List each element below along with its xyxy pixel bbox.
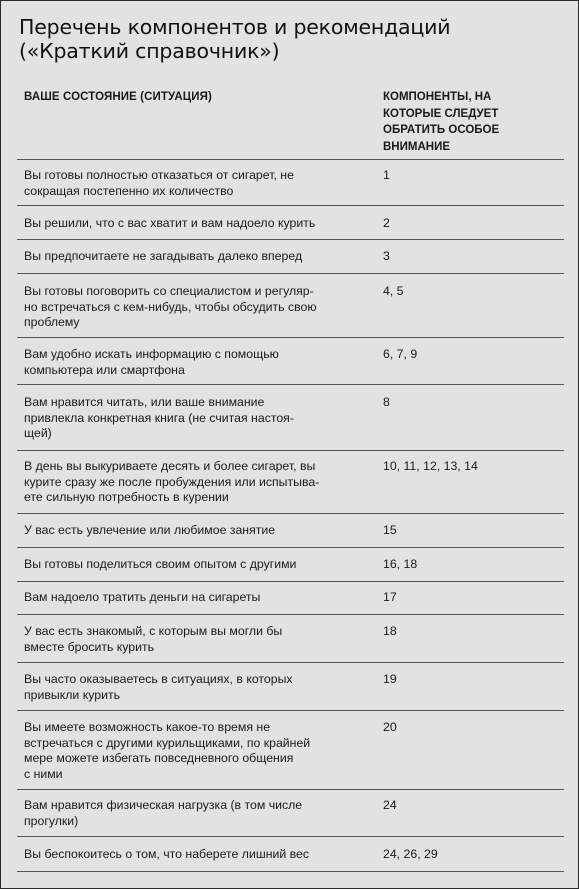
page-title-line-1: Перечень компонентов и рекомендаций bbox=[19, 15, 451, 39]
table-row-components: 1 bbox=[383, 168, 390, 182]
table-row-components: 3 bbox=[383, 249, 390, 263]
table-row-components: 10, 11, 12, 13, 14 bbox=[383, 459, 478, 473]
situation-line: курите сразу же после пробуждения или испытыва- bbox=[24, 474, 320, 489]
situation-line: Вы предпочитаете не загадывать далеко вперед bbox=[24, 249, 303, 263]
table-row-components: 8 bbox=[383, 395, 390, 409]
situation-line: Вам нравится читать, или ваше внимание bbox=[24, 395, 265, 409]
table-row-situation bbox=[24, 720, 374, 782]
situation-line: Вы готовы поговорить со специалистом и регуляр- bbox=[24, 284, 314, 298]
situation-line: Вы готовы поделиться своим опытом с другими bbox=[24, 557, 297, 571]
table-row-components: 18 bbox=[383, 624, 397, 638]
situation-line: встречаться с другими курильщиками, по крайней bbox=[24, 735, 311, 750]
table-row-situation bbox=[24, 347, 374, 378]
column-header-components-line: КОТОРЫЕ СЛЕДУЕТ bbox=[383, 107, 499, 120]
row-divider bbox=[17, 581, 564, 582]
page-title-line-2: («Краткий справочник») bbox=[19, 39, 280, 63]
table-row-components: 2 bbox=[383, 216, 390, 230]
situation-line: вместе бросить курить bbox=[24, 639, 155, 654]
table-row-components: 24 bbox=[383, 798, 397, 812]
table-row-components: 4, 5 bbox=[383, 284, 404, 298]
situation-line: компьютера или смартфона bbox=[24, 362, 185, 377]
column-header-components bbox=[383, 89, 563, 155]
situation-line: проблему bbox=[24, 315, 80, 330]
situation-line: ете сильную потребность в курении bbox=[24, 490, 229, 505]
situation-line: Вам нравится физическая нагрузка (в том числе bbox=[24, 798, 303, 812]
situation-line: Вам надоело тратить деньги на сигареты bbox=[24, 590, 261, 604]
table-row-situation bbox=[24, 249, 374, 265]
row-divider bbox=[17, 836, 564, 837]
table-row-components: 20 bbox=[383, 720, 397, 734]
table-row-situation bbox=[24, 459, 374, 506]
table-row-situation bbox=[24, 557, 374, 573]
situation-line: прогулки) bbox=[24, 813, 79, 828]
table-row-components: 16, 18 bbox=[383, 557, 418, 571]
situation-line: но встречаться с кем-нибудь, чтобы обсудить свою bbox=[24, 299, 317, 314]
row-divider bbox=[17, 871, 564, 872]
table-row-situation bbox=[24, 624, 374, 655]
situation-line: мере можете избегать повседневного общения bbox=[24, 751, 294, 766]
situation-line: привлекла конкретная книга (не считая настоя- bbox=[24, 410, 294, 425]
table-row-components: 17 bbox=[383, 590, 397, 604]
table-row-situation bbox=[24, 284, 374, 331]
row-divider bbox=[17, 384, 564, 385]
column-header-components-line: КОМПОНЕНТЫ, НА bbox=[383, 91, 492, 103]
table-row-components: 6, 7, 9 bbox=[383, 347, 418, 361]
table-row-situation bbox=[24, 168, 374, 199]
situation-line: Вы решили, что с вас хватит и вам надоело курить bbox=[24, 216, 316, 230]
row-divider bbox=[17, 273, 564, 274]
situation-line: В день вы выкуриваете десять и более сигарет, вы bbox=[24, 459, 316, 473]
situation-line: Вам удобно искать информацию с помощью bbox=[24, 347, 279, 361]
row-divider bbox=[17, 614, 564, 615]
row-divider bbox=[17, 337, 564, 338]
situation-line: привыкли курить bbox=[24, 687, 120, 702]
table-row-components: 15 bbox=[383, 523, 397, 537]
table-row-situation bbox=[24, 216, 374, 232]
column-header-components-line: ОБРАТИТЬ ОСОБОЕ bbox=[383, 124, 500, 136]
table-row-situation bbox=[24, 847, 374, 863]
situation-line: с ними bbox=[24, 766, 63, 781]
table-row-situation bbox=[24, 523, 374, 539]
row-divider bbox=[17, 710, 564, 711]
table-row-components: 24, 26, 29 bbox=[383, 847, 438, 861]
row-divider bbox=[17, 789, 564, 790]
row-divider bbox=[17, 513, 564, 514]
row-divider bbox=[17, 239, 564, 240]
table-row-situation bbox=[24, 395, 374, 442]
row-divider bbox=[17, 159, 564, 160]
column-header-situation: ВАШЕ СОСТОЯНИЕ (СИТУАЦИЯ) bbox=[24, 91, 212, 103]
row-divider bbox=[17, 450, 564, 451]
situation-line: Вы готовы полностью отказаться от сигарет, не bbox=[24, 168, 294, 182]
situation-line: Вы имеете возможность какое-то время не bbox=[24, 720, 271, 734]
situation-line: щей) bbox=[24, 426, 52, 441]
situation-line: У вас есть знакомый, с которым вы могли бы bbox=[24, 624, 283, 638]
column-header-components-line: ВНИМАНИЕ bbox=[383, 140, 451, 153]
row-divider bbox=[17, 547, 564, 548]
table-row-situation bbox=[24, 590, 374, 606]
table-row-situation bbox=[24, 798, 374, 829]
row-divider bbox=[17, 662, 564, 663]
situation-line: сокращая постепенно их количество bbox=[24, 183, 234, 198]
table-row-components: 19 bbox=[383, 672, 397, 686]
row-divider bbox=[17, 205, 564, 206]
situation-line: У вас есть увлечение или любимое занятие bbox=[24, 523, 276, 537]
situation-line: Вы часто оказываетесь в ситуациях, в которых bbox=[24, 672, 293, 686]
page-title bbox=[19, 15, 564, 63]
table-row-situation bbox=[24, 672, 374, 703]
situation-line: Вы беспокоитесь о том, что наберете лишний вес bbox=[24, 847, 310, 861]
